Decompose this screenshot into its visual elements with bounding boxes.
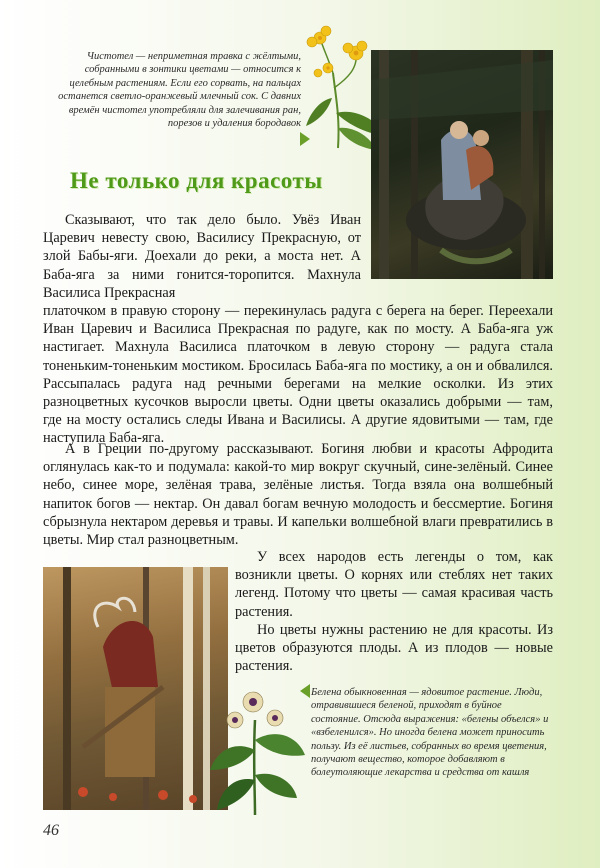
celandine-caption: Чистотел — неприметная травка с жёлтыми, собранными в зонтики цветами — относится к целебным растениям. Если его сорвать, на пальцах останется светло-оранжевый млечный сок. С давних времён чистотел употребляли для залечивания ран, порезов и удаления бородавок: [58, 51, 301, 130]
henbane-caption: Белена обыкновенная — ядовитое растение. Люди, отравившиеся беленой, приходят в буйное состояние. Отсюда выражения: «белены объелся» и «взбеленился». Но иногда белена может приносить пользу. Из её листьев, собранных во время цветения, получают вещество, которое добавляют в болеутоляющие лекарства и средства от кашля: [311, 687, 549, 779]
caption-pointer-left-icon: [300, 684, 310, 698]
henbane-flower-illustration: [205, 680, 310, 815]
illustration-ivan-and-vasilisa: [371, 50, 553, 279]
paragraph-greece: А в Греции по-другому рассказывают. Богиня любви и красоты Афродита оглянулась как-то и подумала: какой-то мир вокруг скучный, сине-зелёный. Синее небо, синее море, зелёная трава, зелёные листья. Тогда взяла она волшебный напиток богов — нектар. Он давал богам вечную молодость и бессмертие. Богиня сбрызнула нектаром деревья и травы. И капельки волшебной влаги превратились в цветы. Мир стал разноцветным.: [43, 441, 553, 549]
page-number: 46: [43, 822, 59, 839]
paragraph-fruits: Но цветы нужны растению не для красоты. Из цветов образуются плоды. А из плодов — новые растения.: [235, 622, 553, 675]
illustration-baba-yaga: [43, 567, 228, 810]
paragraph-rainbow: платочком в правую сторону — перекинулась радуга с берега на берег. Переехали Иван Царевич и Василиса Прекрасная по радуге, как по мосту. А Баба-яга уж настигает. Махнула Василиса платочком в левую сторону — радуга стала тоненьким-тоненьким мостиком. Бросилась Баба-яга по мостику, а он и обвалился. Рассыпалась радуга над речными берегами на мелкие осколки. Из этих разноцветных кусочков выросли цветы. Одни цветы оказались добрыми — там, где на мосту остались следы Ивана и Василисы. А другие ядовитыми — там, где наступила Баба-яга.: [43, 303, 553, 447]
paragraph-legends: У всех народов есть легенды о том, как возникли цветы. О корнях или стеблях нет таких легенд. Потому что цветы — самая красивая часть растения.: [235, 549, 553, 620]
section-heading: Не только для красоты: [70, 168, 323, 193]
paragraph-intro: Сказывают, что так дело было. Увёз Иван Царевич невесту свою, Василису Прекрасную, от злой Бабы-яги. Доехали до реки, а моста нет. А Баба-яга за ними гонится-торопится. Махнула Василиса Прекрасная: [43, 212, 361, 301]
